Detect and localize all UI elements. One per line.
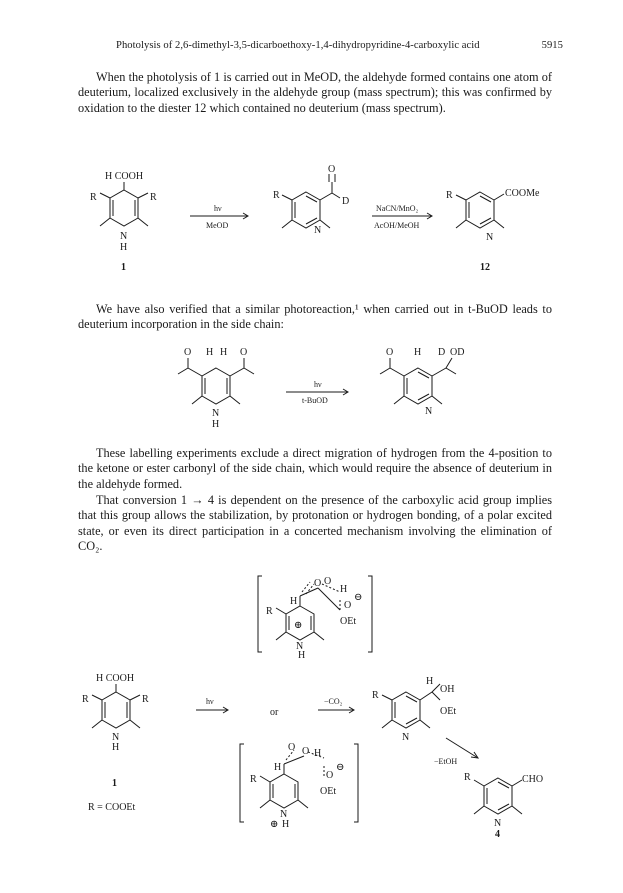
s3-start-top: H COOH <box>96 673 135 684</box>
paragraph-4-text: That conversion 1 → 4 is dependent on the presence of the carboxylic acid group implies that this group allows the stabilization, by protonation or hydrogen bonding, of a polar excited state, or even its direct participation in a concerted mechanism involving the elimination of CO₂. <box>78 493 552 554</box>
paragraph-1-text: When the photolysis of 1 is carried out in MeOD, the aldehyde formed contains one atom of deuterium, localized exclusively in the aldehyde group (mass spectrum); this was confirmed by oxidation to the diester 12 which contained no deuterium (mass spectrum). <box>78 70 552 115</box>
paragraph-2 <box>78 302 552 333</box>
paragraph-4 <box>78 493 552 555</box>
s3-ts1-r: R <box>266 606 273 617</box>
s1-right-coome: COOMe <box>505 188 540 199</box>
s2-left-h2: H <box>220 347 228 358</box>
s2-right-od: OD <box>450 347 465 358</box>
s3-int-n: N <box>402 732 410 743</box>
s3-ts1-oet: OEt <box>340 616 357 627</box>
s3-arrow-co2: −CO₂ <box>324 697 343 706</box>
s3-int-oet: OEt <box>440 706 457 717</box>
s1-arrow2-above: NaCN/MnO₂ <box>376 204 419 213</box>
s3-ts1-nh: H <box>298 650 306 661</box>
s3-ts1-n: N <box>296 641 304 652</box>
paragraph-2-text: We have also verified that a similar photoreaction,¹ when carried out in t-BuOD leads to deuterium incorporation in the side chain: <box>78 302 552 332</box>
paragraph-1 <box>78 70 552 116</box>
s3-prod-cho: CHO <box>522 774 544 785</box>
s1-arrow1-below: MeOD <box>206 221 229 230</box>
s3-ts1-o1: O <box>314 578 322 589</box>
s2-right-h: H <box>414 347 422 358</box>
s3-ts2-n: N <box>280 809 288 820</box>
s3-ts2-nh: H <box>282 819 290 830</box>
s1-mid-o: O <box>328 164 336 175</box>
s1-left-n: N <box>120 231 128 242</box>
s3-ts2-h2: H <box>274 762 282 773</box>
s3-ts1-h2: H <box>290 596 298 607</box>
s3-ts1-h: H <box>340 584 348 595</box>
s1-left-r1: R <box>90 192 97 203</box>
s3-ts2-h: H <box>314 748 322 759</box>
s3-ts2-o2: O <box>302 746 310 757</box>
paragraph-3-text: These labelling experiments exclude a direct migration of hydrogen from the 4-position to the ketone or ester carbonyl of the side chain, which would require the absence of deuterium in the aldehyde formed. <box>78 446 552 491</box>
s1-arrow1-above: hν <box>214 204 222 213</box>
s3-int-oh: OH <box>440 684 455 695</box>
paragraph-3 <box>78 446 552 492</box>
s3-int-r: R <box>372 690 379 701</box>
s3-ts1-o2: O <box>324 576 332 587</box>
s3-prod-r: R <box>464 772 471 783</box>
s3-int-h: H <box>426 676 434 687</box>
s3-or: or <box>270 707 279 718</box>
s1-right-n: N <box>486 232 494 243</box>
s2-left-n: N <box>212 408 220 419</box>
s2-left-nh: H <box>212 419 220 430</box>
s3-ts2-neg: ⊖ <box>336 762 345 773</box>
s1-right-r: R <box>446 190 453 201</box>
s1-left-nh: H <box>120 242 128 253</box>
s2-right-d: D <box>438 347 446 358</box>
s3-ts1-o3: O <box>344 600 352 611</box>
s2-right-o: O <box>386 347 394 358</box>
scheme-2-tbuod <box>78 342 552 432</box>
s3-ts2-r: R <box>250 774 257 785</box>
s3-r-definition: R = COOEt <box>88 802 136 813</box>
s3-ts2-plus: ⊕ <box>270 819 279 830</box>
s3-start-nh: H <box>112 742 120 753</box>
s1-compound-12: 12 <box>480 262 490 273</box>
s1-compound-1: 1 <box>121 262 126 273</box>
s2-left-o2: O <box>240 347 248 358</box>
s3-arrow-etoh: −EtOH <box>434 757 458 766</box>
s3-ts2-o1: O <box>288 742 296 753</box>
s3-ts1-plus: ⊕ <box>294 620 303 631</box>
s2-right-n: N <box>425 406 433 417</box>
s1-mid-r: R <box>273 190 280 201</box>
page-number: 5915 <box>541 40 563 51</box>
s2-left-o1: O <box>184 347 192 358</box>
running-title: Photolysis of 2,6-dimethyl-3,5-dicarboethoxy-1,4-dihydropyridine-4-carboxylic acid <box>116 40 480 51</box>
s3-start-r1: R <box>82 694 89 705</box>
scheme-1-deuterium-mede <box>78 160 552 280</box>
s2-arrow-below: t-BuOD <box>302 396 328 405</box>
s3-compound-4: 4 <box>495 829 500 840</box>
s2-left-h1: H <box>206 347 214 358</box>
s3-prod-n: N <box>494 818 502 829</box>
s1-arrow2-below: AcOH/MeOH <box>374 221 420 230</box>
s1-left-top: H COOH <box>105 171 144 182</box>
s3-start-n: N <box>112 732 120 743</box>
s2-arrow-above: hν <box>314 380 322 389</box>
s3-ts1-neg: ⊖ <box>354 592 363 603</box>
s3-ts2-oet: OEt <box>320 786 337 797</box>
s1-mid-d: D <box>342 196 350 207</box>
s3-start-r2: R <box>142 694 149 705</box>
s3-compound-1: 1 <box>112 778 117 789</box>
s1-left-r2: R <box>150 192 157 203</box>
s3-arrow-hv: hν <box>206 697 214 706</box>
s1-mid-n: N <box>314 225 322 236</box>
s3-ts2-o3: O <box>326 770 334 781</box>
scheme-3-mechanism <box>78 570 552 850</box>
